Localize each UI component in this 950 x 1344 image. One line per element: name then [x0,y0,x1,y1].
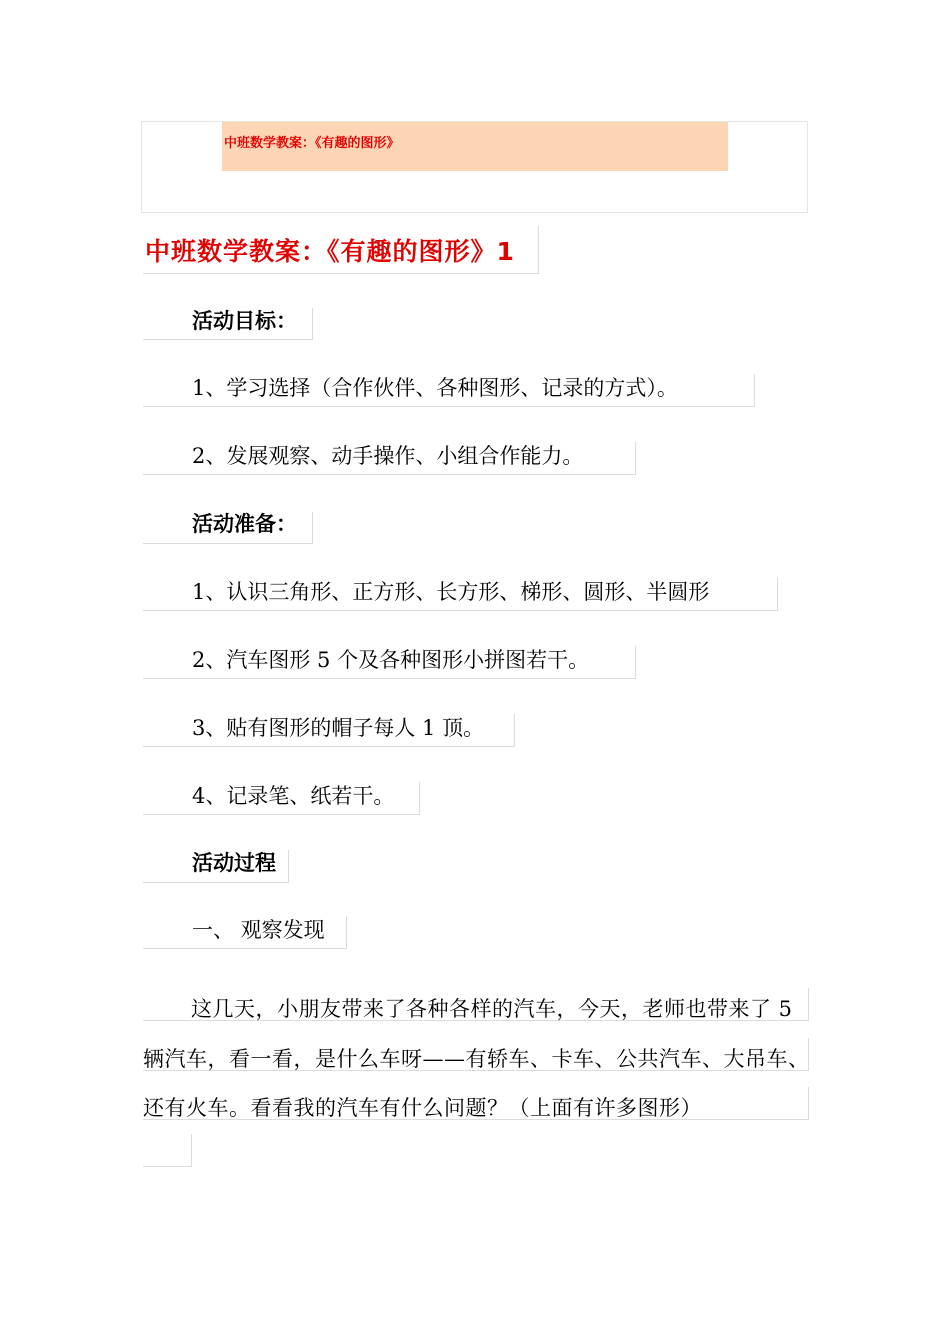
prep-heading: 活动准备： [192,512,297,536]
goals-heading: 活动目标： [192,309,297,333]
document-title: 中班数学教案：《有趣的图形》1 [145,237,515,266]
prep-item-2: 2、汽车图形 5 个及各种图形小拼图若干。 [192,648,590,672]
prep-item-4: 4、记录笔、纸若干。 [192,784,395,808]
prep-item-3: 3、贴有图形的帽子每人 1 顶。 [192,716,485,740]
goal-item-2: 2、发展观察、动手操作、小组合作能力。 [192,444,584,468]
step-1-heading: 一、 观察发现 [192,918,325,942]
process-heading: 活动过程 [192,851,276,875]
body-paragraph: 这几天，小朋友带来了各种各样的汽车，今天，老师也带来了 5 辆汽车，看一看，是什么车呀——有轿车、卡车、公共汽车、大吊车、还有火车。看看我的汽车有什么问题？（上面有许多图形） [143,997,810,1120]
prep-item-1: 1、认识三角形、正方形、长方形、梯形、圆形、半圆形 [192,580,710,604]
para-line-4-frame [143,1134,192,1167]
goal-item-1: 1、学习选择（合作伙伴、各种图形、记录的方式）。 [192,376,678,400]
header-title: 中班数学教案：《有趣的图形》 [224,136,400,151]
